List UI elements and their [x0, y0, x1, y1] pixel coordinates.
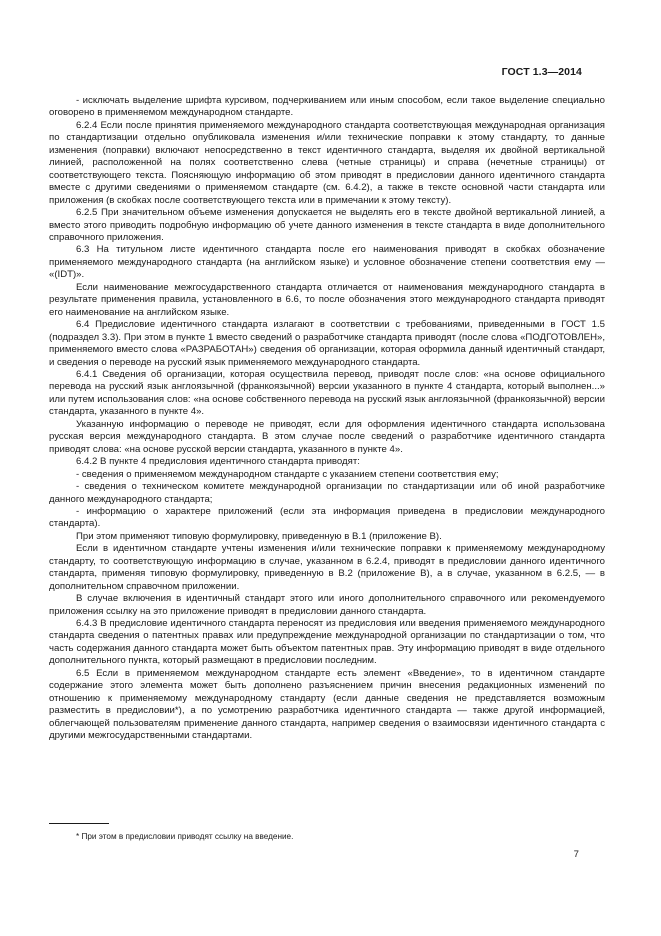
paragraph: - сведения о техническом комитете международной организации по стандартизации или об иной разработчике данного международного стандарта; — [49, 481, 605, 505]
paragraph: - исключать выделение шрифта курсивом, подчеркиванием или иным способом, если такое выделение специально оговорено в применяемом международном стандарте. — [49, 95, 605, 119]
footnote: * При этом в предисловии приводят ссылку на введение. — [76, 832, 294, 841]
footnote-divider — [49, 823, 109, 824]
paragraph: Если в идентичном стандарте учтены изменения и/или технические поправки к применяемому международному стандарту, то соответствующую информацию в случае, указанном в 6.2.4, приводят в предисловии данного идентичного стандарта, применяя типовую формулировку, приведенную в В.2 (приложение В), а в случае, указанном в 6.2.5, — в дополнительном справочном приложении. — [49, 543, 605, 592]
paragraph: Если наименование межгосударственного стандарта отличается от наименования международного стандарта в результате применения правила, установленного в 6.6, то после обозначения этого международного стандарта приводят его наименование на английском языке. — [49, 281, 605, 318]
page-number: 7 — [573, 849, 579, 860]
paragraph: 6.4.1 Сведения об организации, которая осуществила перевод, приводят после слов: «на основе официального перевода на русский язык англоязычной (франкоязычной) версии указанного в пункте 4 стандарта, который выполнен...» или путем использования слов: «на основе собственного перевода на русский язык англоязычной (франкоязычной) версии стандарта, указанного в пункте 4». — [49, 368, 605, 418]
paragraph: - информацию о характере приложений (если эта информация приведена в предисловии международного стандарта). — [49, 505, 605, 530]
paragraph: 6.2.4 Если после принятия применяемого международного стандарта соответствующая международная организация по стандартизации отдельно опубликовала изменения и/или технические поправки к этому стандарту, то данные изменения (поправки) включают непосредственно в текст идентичного стандарта, выделяя их двойной вертикальной линией, расположенной на полях соответственно слева (четные страницы) и справа (нечетные страницы) от соответствующего текста. Поясняющую информацию об этом приводят в предисловии данного идентичного стандарта вместе с другими сведениями о применяемом стандарте (см. 6.4.2), а также в тексте основной части стандарта или приложения (в скобках после соответствующего текста или в примечании к этому тексту). — [49, 119, 605, 206]
paragraph: 6.4 Предисловие идентичного стандарта излагают в соответствии с требованиями, приведенными в ГОСТ 1.5 (подраздел 3.3). При этом в пункте 1 вместо сведений о разработчике стандарта приводят (после слова «ПОДГОТОВЛЕН», применяемого вместо слова «РАЗРАБОТАН») сведения об организации, которая оформила данный идентичный стандарт, и сведения о переводе на русский язык применяемого международного стандарта. — [49, 319, 605, 368]
paragraph: 6.4.3 В предисловие идентичного стандарта переносят из предисловия или введения применяемого международного стандарта сведения о патентных правах или предупреждение международной организации по стандартизации о том, что часть содержания данного стандарта может быть объектом патентных прав. Эту информацию приводят в виде отдельного дополнительного пункта, который размещают в предисловии последним. — [49, 618, 605, 667]
paragraph: При этом применяют типовую формулировку, приведенную в В.1 (приложение В). — [76, 530, 442, 542]
document-code: ГОСТ 1.3—2014 — [501, 66, 582, 78]
paragraph: 6.5 Если в применяемом международном стандарте есть элемент «Введение», то в идентичном стандарте содержание этого элемента может быть дополнено разъяснением причин внесения редакционных изменений по отношению к применяемому международному стандарту (если данные сведения не представляется возможным разместить в предисловии*), а по усмотрению разработчика идентичного стандарта — также другой информацией, облегчающей пользователям применение данного стандарта, например сведения о взаимосвязи идентичного стандарта с другими межгосударственными стандартами. — [49, 667, 605, 742]
body-text — [49, 95, 605, 743]
paragraph: 6.3 На титульном листе идентичного стандарта после его наименования приводят в скобках обозначение применяемого международного стандарта (на английском языке) и условное обозначение степени соответствия ему — «(IDT)». — [49, 244, 605, 281]
paragraph: 6.2.5 При значительном объеме изменения допускается не выделять его в тексте двойной вертикальной линией, а вместо этого приводить подробную информацию об учете данного изменения в тексте стандарта в виде дополнительного справочного приложения. — [49, 207, 605, 243]
paragraph: Указанную информацию о переводе не приводят, если для оформления идентичного стандарта использована русская версия международного стандарта. В этом случае после сведений о разработчике идентичного стандарта приводят слова: «на основе русской версии стандарта, указанного в пункте 4». — [49, 418, 605, 455]
paragraph: В случае включения в идентичный стандарт этого или иного дополнительного справочного или рекомендуемого приложения ссылку на это приложение приводят в предисловии данного стандарта. — [49, 593, 605, 617]
paragraph: - сведения о применяемом международном стандарте с указанием степени соответствия ему; — [76, 468, 499, 480]
paragraph: 6.4.2 В пункте 4 предисловия идентичного стандарта приводят: — [76, 456, 360, 468]
